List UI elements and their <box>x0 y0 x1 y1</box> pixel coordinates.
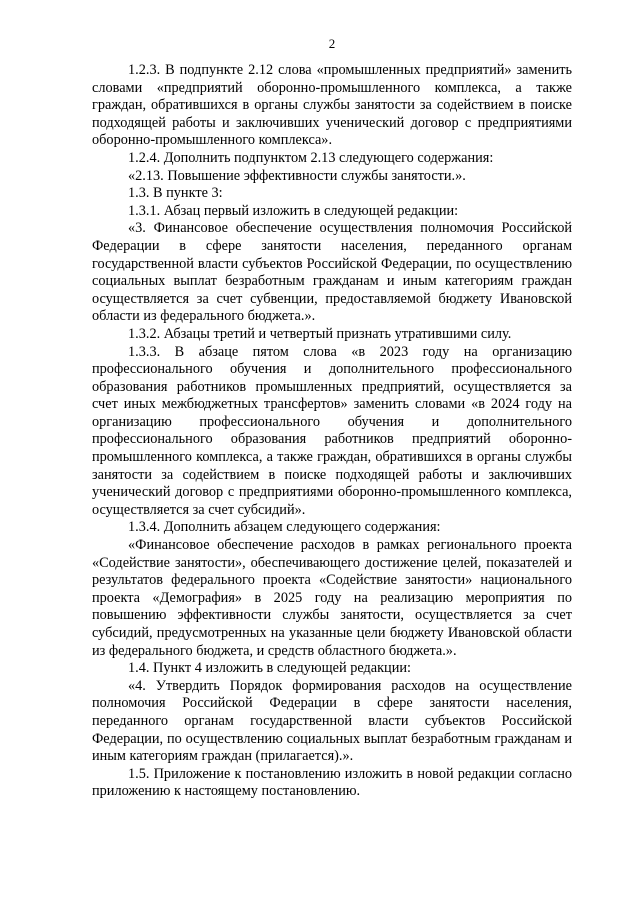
paragraph-1-3-3: 1.3.3. В абзаце пятом слова «в 2023 году на организацию профессионального обучения и дополнительного профессионального образования работников промышленных предприятий, осуществляется за счет иных межбюджетных трансфертов» заменить словами «в 2024 году на организацию профессионального обучения и дополнительного профессионального образования работников предприятий оборонно-промышленного комплекса, а также граждан, обратившихся в органы службы занятости за содействием в поиске подходящей работы и заключивших ученический договор с предприятиями оборонно-промышленного комплекса, осуществляется за счет субсидий». <box>92 343 572 518</box>
paragraph-2-13-text: «2.13. Повышение эффективности службы занятости.». <box>128 167 466 184</box>
paragraph-1-2-3: 1.2.3. В подпункте 2.12 слова «промышленных предприятий» заменить словами «предприятий оборонно-промышленного комплекса, а также граждан, обратившихся в органы службы занятости за содействием в поиске подходящей работы и заключивших ученический договор с предприятиями оборонно-промышленного комплекса». <box>92 62 572 149</box>
paragraph-3-text: «3. Финансовое обеспечение осуществления полномочия Российской Федерации в сфере занятости населения, переданного органам государственной власти субъектов Российской Федерации, по осуществлению социальных выплат безработным гражданам и иным категориям граждан осуществляется за счет субвенции, предоставляемой бюджету Ивановской области из федерального бюджета.». <box>92 220 572 325</box>
paragraph-4-text: «4. Утвердить Порядок формирования расходов на осуществление полномочия Российской Федерации в сфере занятости населения, переданного органам государственной власти субъектов Российской Федерации, по осуществлению социальных выплат безработным гражданам и иным категориям граждан (прилагается).». <box>92 677 572 765</box>
paragraph-1-4: 1.4. Пункт 4 изложить в следующей редакции: <box>128 660 411 677</box>
paragraph-1-3-4: 1.3.4. Дополнить абзацем следующего содержания: <box>128 519 441 536</box>
paragraph-1-3: 1.3. В пункте 3: <box>128 185 223 202</box>
document-page <box>92 36 572 801</box>
paragraph-1-2-4: 1.2.4. Дополнить подпунктом 2.13 следующего содержания: <box>128 149 494 166</box>
page-number: 2 <box>328 36 336 51</box>
paragraph-1-5: 1.5. Приложение к постановлению изложить в новой редакции согласно приложению к настоящему постановлению. <box>92 765 572 800</box>
paragraph-1-3-1: 1.3.1. Абзац первый изложить в следующей редакции: <box>128 202 459 219</box>
paragraph-1-3-2: 1.3.2. Абзацы третий и четвертый признать утратившими силу. <box>128 325 512 342</box>
paragraph-financing-text: «Финансовое обеспечение расходов в рамках регионального проекта «Содействие занятости», обеспечивающего достижение целей, показателей и результатов федерального проекта «Содействие занятости» национального проекта «Демография» в 2025 году на реализацию мероприятия по повышению эффективности службы занятости, осуществляется за счет субсидий, предусмотренных на указанные цели бюджету Ивановской области из федерального бюджета, и средств областного бюджета.». <box>92 537 572 659</box>
